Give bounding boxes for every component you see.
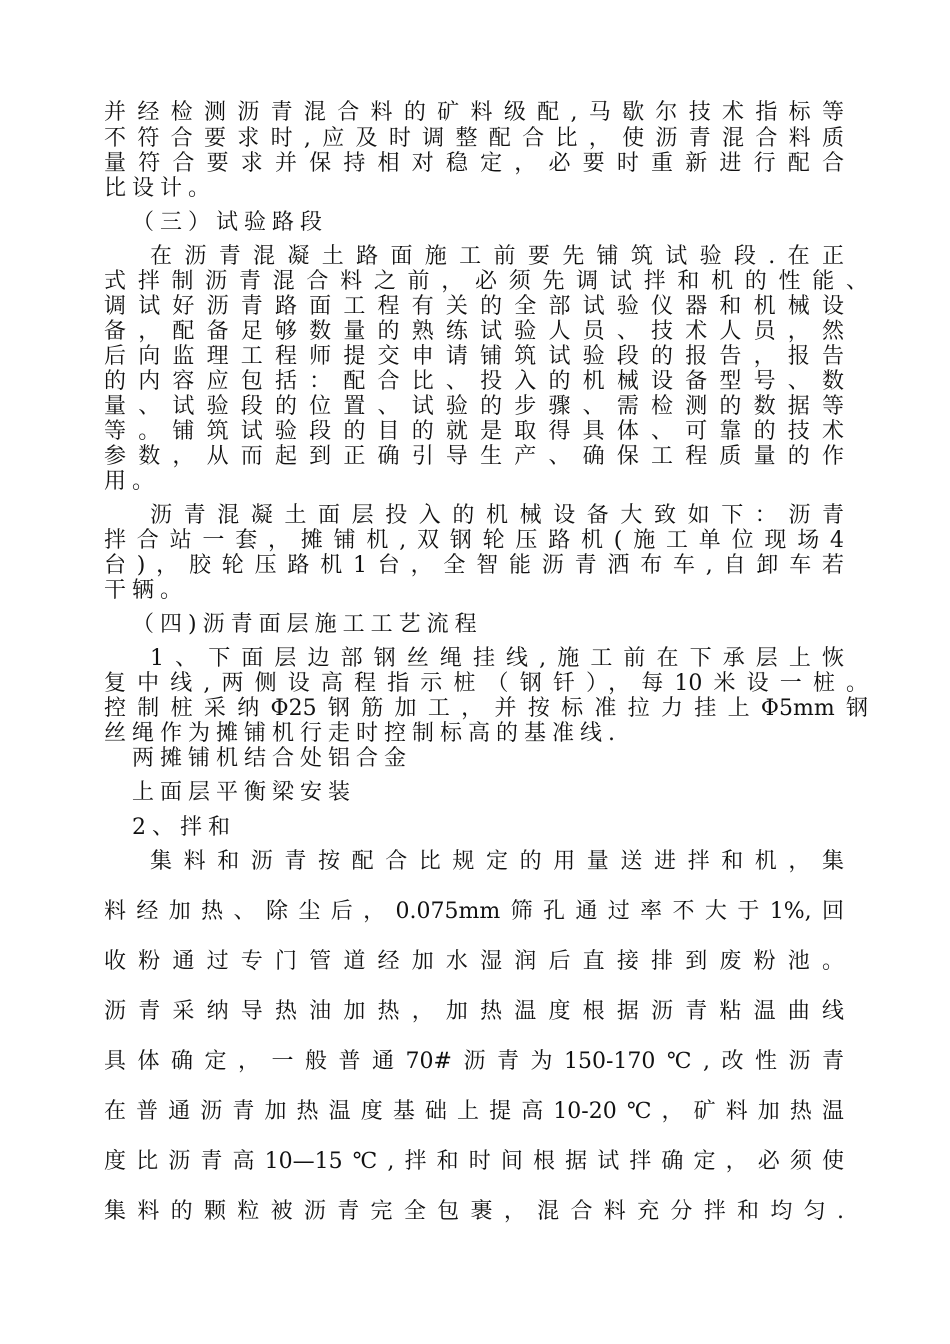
- text-line: 度比沥青高10—15℃,拌和时间根据试拌确定，必须使: [104, 1149, 844, 1174]
- text-line: 收粉通过专门管道经加水湿润后直接排到废粉池。: [104, 949, 844, 974]
- text-line: 比设计。: [104, 176, 217, 201]
- text-line: 台)，胶轮压路机1台，全智能沥青洒布车,自卸车若: [104, 553, 844, 578]
- text-line: 不符合要求时,应及时调整配合比，使沥青混合料质: [104, 126, 844, 151]
- text-line: 两摊铺机结合处铝合金: [132, 746, 413, 771]
- text-line: 集料的颗粒被沥青完全包裹，混合料充分拌和均匀.: [104, 1199, 844, 1224]
- text-line: 集料和沥青按配合比规定的用量送进拌和机，集: [150, 849, 844, 874]
- text-line: 调试好沥青路面工程有关的全部试验仪器和机械设: [104, 294, 844, 319]
- section-heading: （四)沥青面层施工工艺流程: [132, 612, 483, 637]
- text-line: 干辆。: [104, 578, 189, 603]
- text-line: 后向监理工程师提交申请铺筑试验段的报告，报告: [104, 344, 844, 369]
- text-line: 量符合要求并保持相对稳定，必要时重新进行配合: [104, 151, 844, 176]
- text-line: 参数，从而起到正确引导生产、确保工程质量的作: [104, 444, 844, 469]
- text-line: 在普通沥青加热温度基础上提高10-20℃，矿料加热温: [104, 1099, 844, 1124]
- text-line: 并经检测沥青混合料的矿料级配,马歇尔技术指标等: [104, 100, 844, 125]
- text-line: 沥青采纳导热油加热，加热温度根据沥青粘温曲线: [104, 999, 844, 1024]
- section-heading: （三）试验路段: [132, 210, 329, 235]
- text-line: 料经加热、除尘后，0.075mm筛孔通过率不大于1%,回: [104, 899, 844, 924]
- section-heading: 2、拌和: [132, 815, 236, 840]
- text-line: 复中线,两侧设高程指示桩（钢钎），每10米设一桩。: [104, 671, 868, 696]
- text-line: 1、下面层边部钢丝绳挂线,施工前在下承层上恢: [150, 646, 844, 671]
- text-line: 备，配备足够数量的熟练试验人员、技术人员，然: [104, 319, 844, 344]
- text-line: 在沥青混凝土路面施工前要先铺筑试验段.在正: [150, 244, 844, 269]
- text-line: 等。铺筑试验段的目的就是取得具体、可靠的技术: [104, 419, 844, 444]
- text-line: 丝绳作为摊铺机行走时控制标高的基准线.: [104, 721, 621, 746]
- text-line: 沥青混凝土面层投入的机械设备大致如下：沥青: [150, 503, 844, 528]
- text-line: 式拌制沥青混合料之前，必须先调试拌和机的性能、: [104, 269, 868, 294]
- text-line: 用。: [104, 469, 161, 494]
- text-line: 具体确定，一般普通70#沥青为150-170℃,改性沥青: [104, 1049, 844, 1074]
- text-line: 上面层平衡梁安装: [132, 780, 357, 805]
- text-line: 控制桩采纳Φ25钢筋加工，并按标准拉力挂上Φ5mm钢: [104, 696, 868, 721]
- text-line: 拌合站一套，摊铺机,双钢轮压路机(施工单位现场4: [104, 528, 844, 553]
- text-line: 的内容应包括：配合比、投入的机械设备型号、数: [104, 369, 844, 394]
- text-line: 量、试验段的位置、试验的步骤、需检测的数据等: [104, 394, 844, 419]
